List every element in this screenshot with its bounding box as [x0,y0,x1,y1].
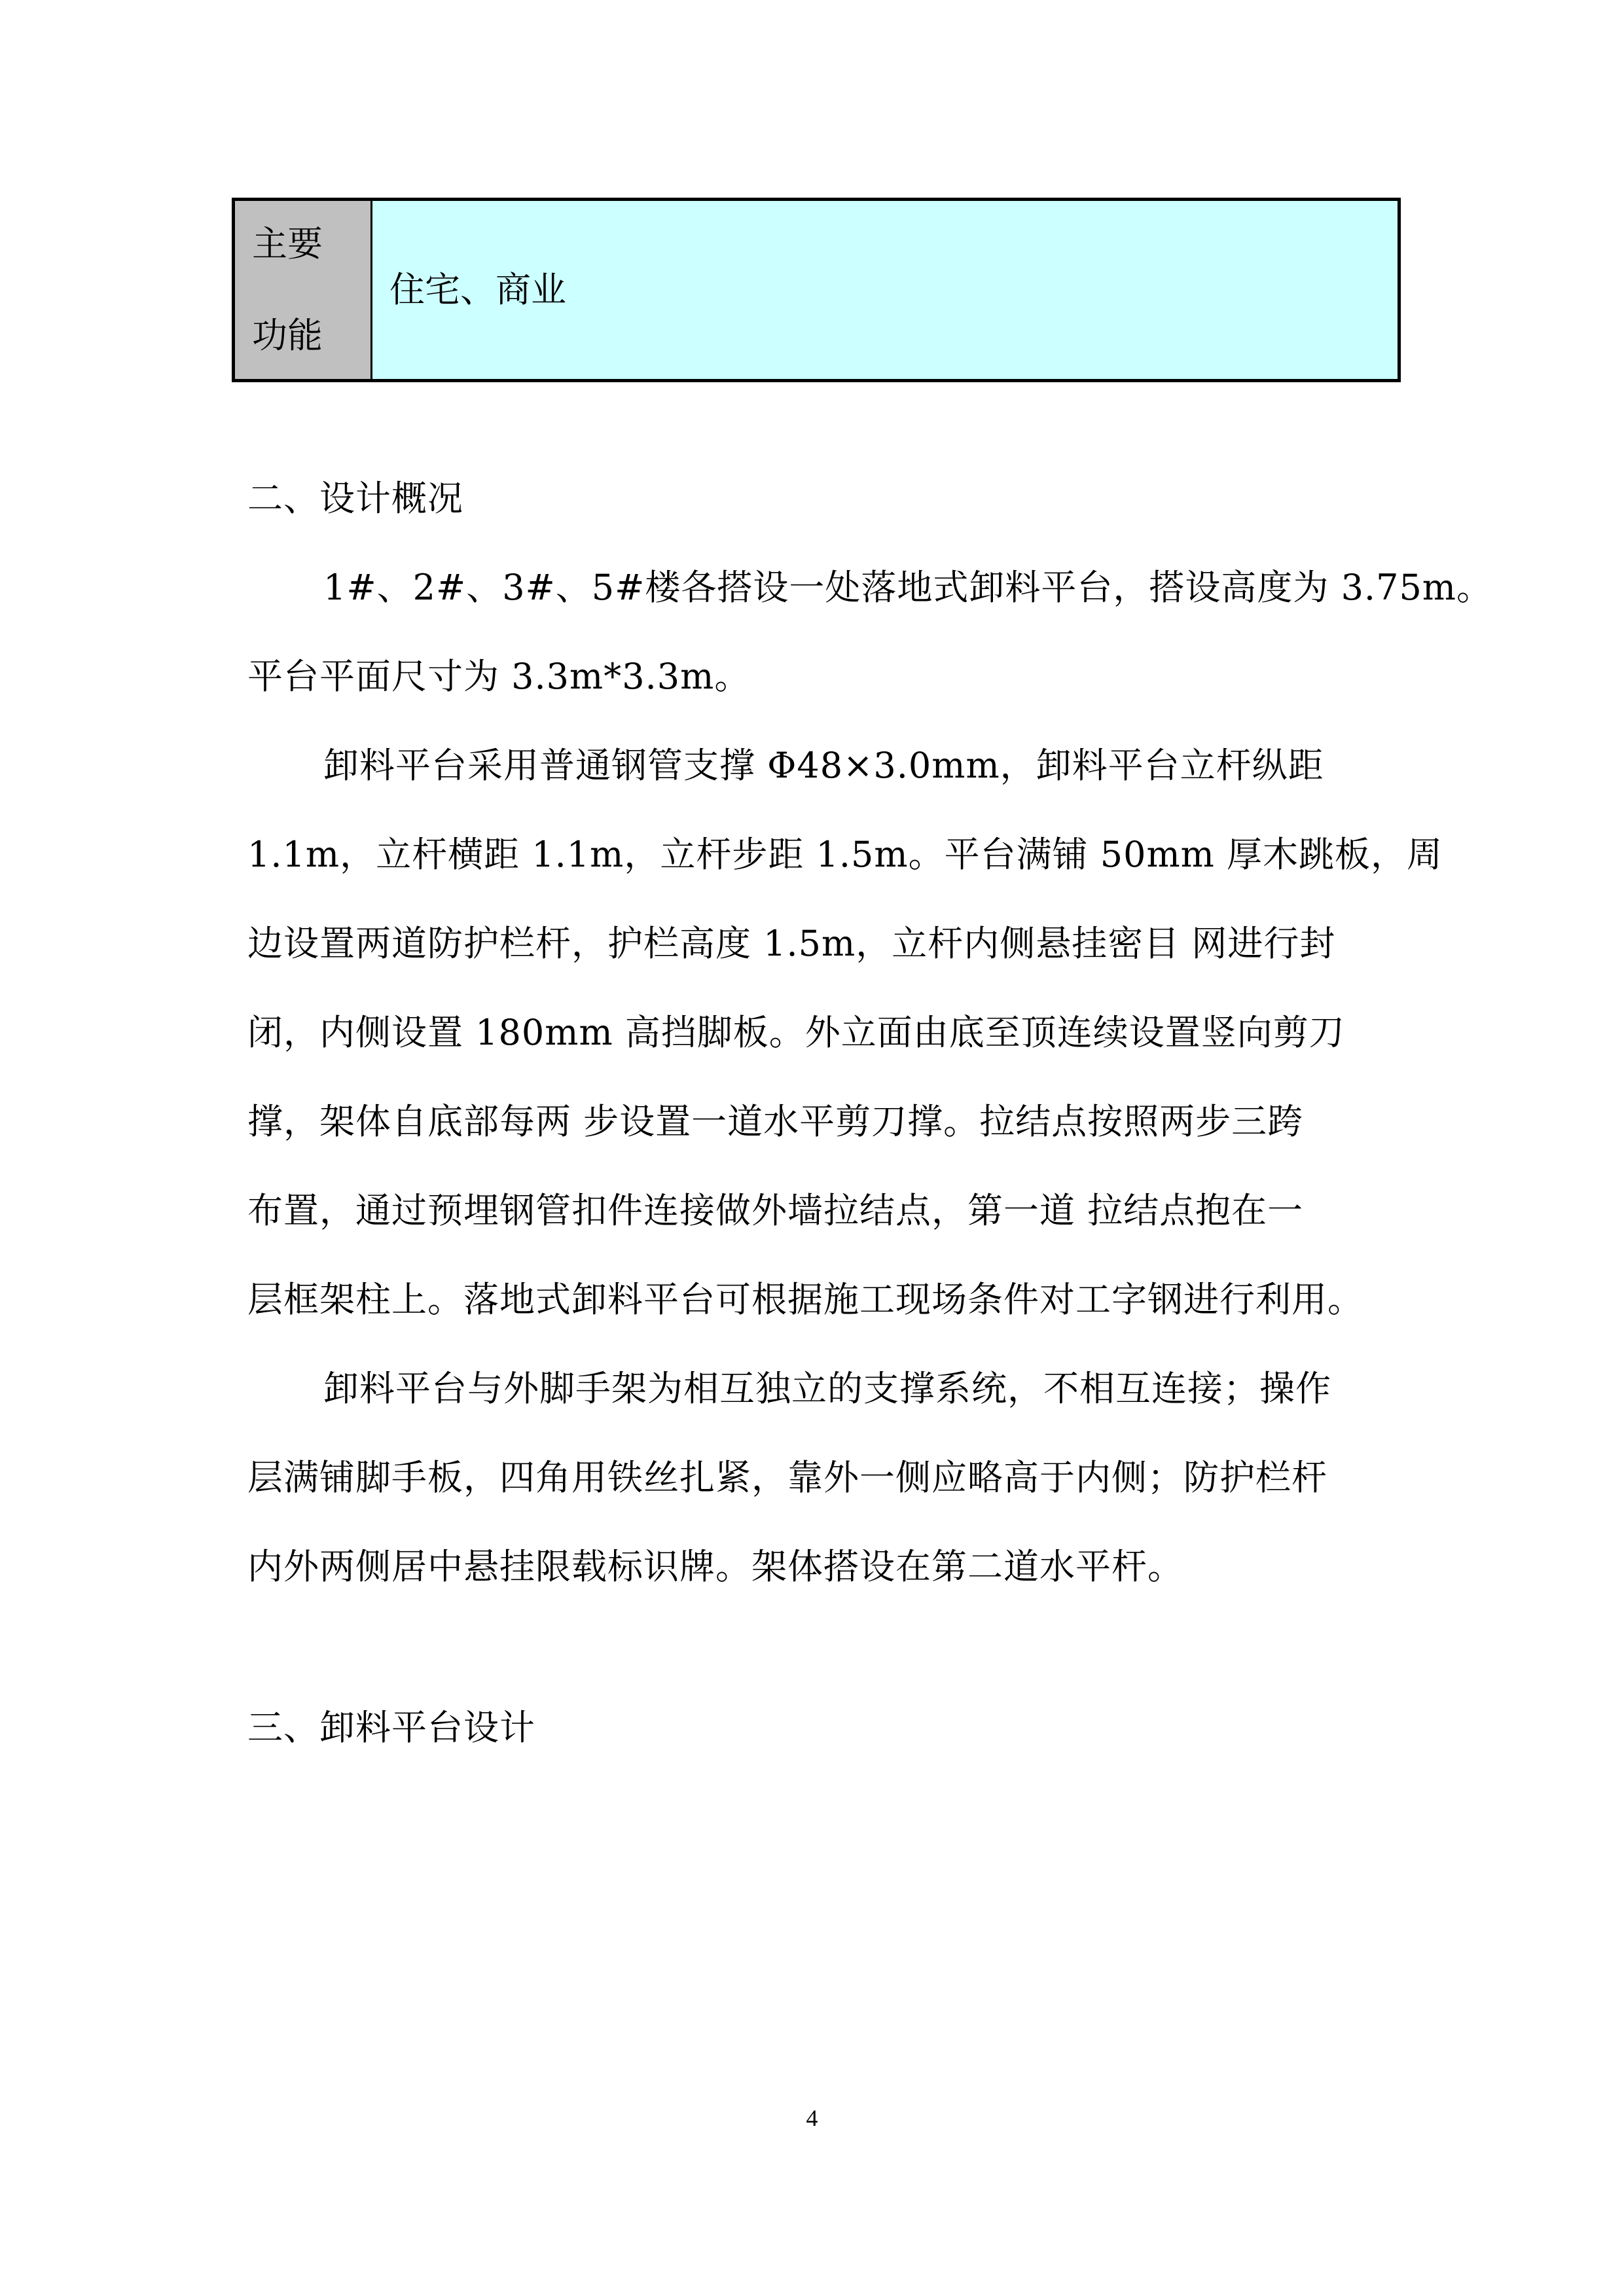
paragraph-3-line-2: 层满铺脚手板，四角用铁丝扎紧，靠外一侧应略高于内侧；防护栏杆 [247,1457,1327,1498]
paragraph-2-line-4: 闭，内侧设置 180mm 高挡脚板。外立面由底至顶连续设置竖向剪刀 [247,1012,1345,1053]
paragraph-2-line-5: 撑，架体自底部每两 步设置一道水平剪刀撑。拉结点按照两步三跨 [247,1101,1304,1142]
main-function-label-cell [235,201,372,379]
main-function-label-line1: 主要 [252,223,323,264]
paragraph-2-line-6: 布置，通过预埋钢管扣件连接做外墙拉结点，第一道 拉结点抱在一 [247,1190,1304,1231]
section-heading-platform-design: 三、卸料平台设计 [247,1707,535,1748]
paragraph-2-line-3: 边设置两道防护栏杆，护栏高度 1.5m，立杆内侧悬挂密目 网进行封 [247,923,1336,964]
paragraph-2-line-7: 层框架柱上。落地式卸料平台可根据施工现场条件对工字钢进行利用。 [247,1279,1363,1320]
main-function-value-cell [372,201,1398,379]
section-heading-design-overview: 二、设计概况 [247,478,463,519]
main-function-value: 住宅、商业 [389,269,566,310]
paragraph-2-line-1: 卸料平台采用普通钢管支撑 Φ48×3.0mm，卸料平台立杆纵距 [323,745,1324,786]
paragraph-3-line-3: 内外两侧居中悬挂限载标识牌。架体搭设在第二道水平杆。 [247,1546,1183,1587]
main-function-table [232,198,1401,382]
paragraph-1-line-1: 1#、2#、3#、5#楼各搭设一处落地式卸料平台，搭设高度为 3.75m。 [323,567,1493,608]
paragraph-1-line-2: 平台平面尺寸为 3.3m*3.3m。 [247,656,751,697]
paragraph-2-line-2: 1.1m，立杆横距 1.1m，立杆步距 1.5m。平台满铺 50mm 厚木跳板，周 [247,834,1443,875]
paragraph-3-line-1: 卸料平台与外脚手架为相互独立的支撑系统，不相互连接；操作 [323,1368,1331,1409]
main-function-label-line2: 功能 [252,315,323,356]
page-number: 4 [806,2105,818,2131]
